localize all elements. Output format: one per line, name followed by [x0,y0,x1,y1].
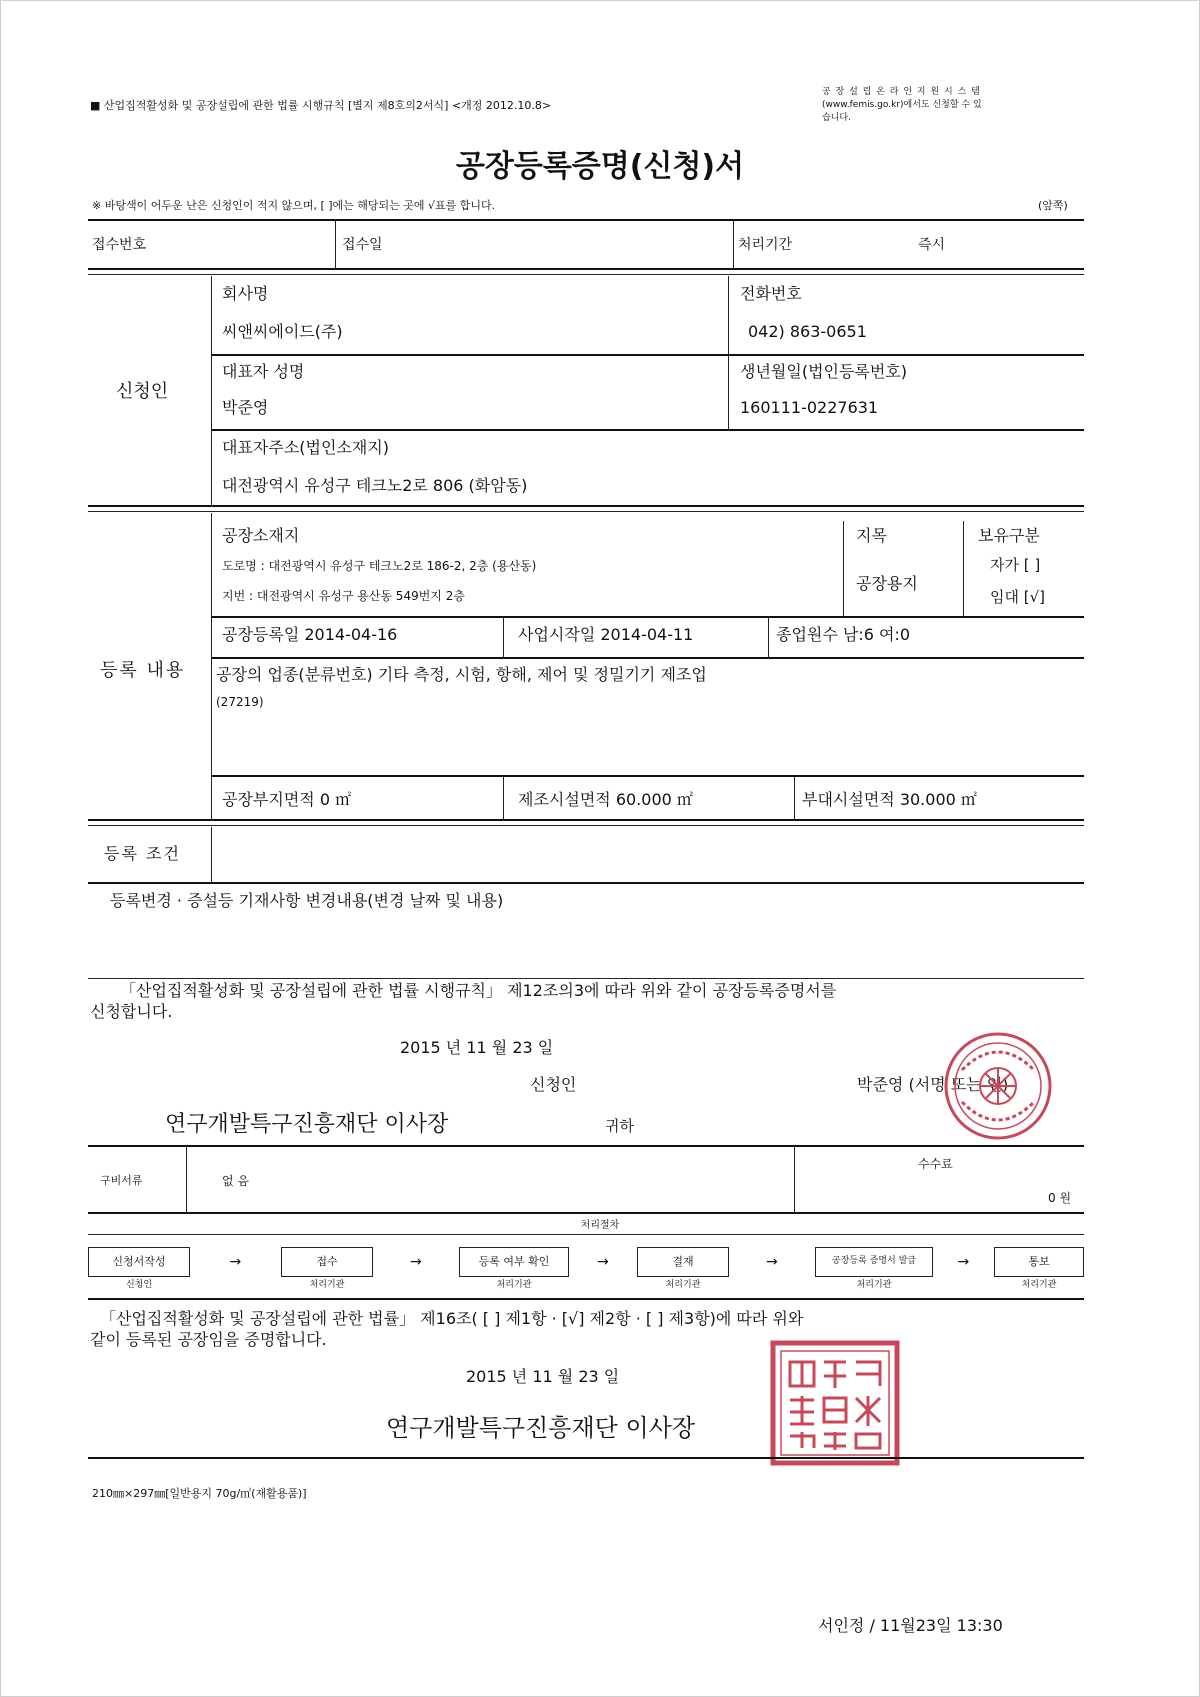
rule [88,819,1084,821]
document-title: 공장등록증명(신청)서 [455,149,745,184]
required-documents-label: 구비서류 [100,1174,143,1187]
company-name-label: 회사명 [222,284,269,303]
factory-location-label: 공장소재지 [222,526,300,545]
representative-label: 대표자 성명 [222,362,305,381]
rule [768,618,769,658]
rule [211,429,1084,431]
online-note-line2: (www.femis.go.kr)에서도 신청할 수 있 [822,100,982,110]
recipient-suffix: 귀하 [605,1117,634,1135]
processing-period-label: 처리기간 [738,237,793,253]
recipient: 연구개발특구진흥재단 이사장 [165,1112,449,1137]
registration-section-label: 등록 내용 [100,660,186,681]
receipt-number-label: 접수번호 [92,237,147,253]
phone-value: 042) 863-0651 [748,322,867,341]
rule [335,221,336,269]
rule [211,775,1084,777]
processing-period-value: 즉시 [918,237,946,253]
process-step: 통보 [994,1247,1084,1277]
rule [88,1457,1084,1459]
rule [843,521,844,617]
ownership-label: 보유구분 [978,526,1040,545]
auxiliary-area: 부대시설면적 30.000 ㎡ [802,790,977,809]
applicant-signature-label: 신청인 [530,1075,577,1094]
rule [88,1234,1084,1235]
rule [88,882,1084,884]
instruction-note: ※ 바탕색이 어두운 난은 신청인이 적지 않으며, [ ]에는 해당되는 곳에 √표를 합니다. [92,199,496,212]
ownership-owned: 자가 [ ] [990,556,1041,574]
land-category-value: 공장용지 [856,574,918,593]
registration-date: 공장등록일 2014-04-16 [222,625,398,644]
rule [88,274,1084,275]
certification-statement-line2: 같이 등록된 공장임을 증명합니다. [90,1330,327,1349]
application-statement-line2: 신청합니다. [90,1002,173,1021]
address-label: 대표자주소(법인소재지) [222,438,390,457]
process-step-actor: 처리기관 [309,1280,345,1290]
process-step-actor: 처리기관 [665,1280,701,1290]
online-note-line3: 습니다. [822,113,851,123]
arrow-right-icon: → [766,1254,778,1270]
registration-conditions-label: 등록 조건 [104,844,181,863]
address-value: 대전광역시 유성구 테크노2로 806 (화암동) [222,476,528,495]
rule [211,616,1084,618]
rule [211,827,212,883]
fee-value: 0 원 [1048,1191,1072,1205]
lot-address: 지번 : 대전광역시 유성구 용산동 549번지 2층 [222,589,465,603]
process-step: 공장등록 증명서 발급 [815,1247,933,1277]
process-step: 신청서작성 [88,1247,190,1277]
ownership-leased: 임대 [√] [990,588,1046,606]
arrow-right-icon: → [410,1254,422,1270]
employee-count: 종업원수 남:6 여:0 [776,625,911,644]
rule [88,978,1084,979]
birth-date-value: 160111-0227631 [740,398,879,417]
fee-label: 수수료 [918,1157,953,1171]
rule [88,1212,1084,1214]
process-step-actor: 신청인 [125,1280,153,1290]
change-history-label: 등록변경 · 증설등 기재사항 변경내용(변경 날짜 및 내용) [110,891,504,910]
rule [88,1298,1084,1300]
applicant-signature-name: 박준영 (서명 또는 인) [857,1075,1009,1094]
rule [88,1145,1084,1147]
manufacturing-area: 제조시설면적 60.000 ㎡ [518,790,693,809]
print-info: 서인정 / 11월23일 13:30 [818,1616,1003,1635]
arrow-right-icon: → [597,1254,609,1270]
application-date: 2015 년 11 월 23 일 [400,1038,554,1057]
birth-date-label: 생년월일(법인등록번호) [740,362,908,381]
rule [794,1147,795,1213]
process-step: 결재 [637,1247,729,1277]
page-side-label: (앞쪽) [1038,199,1068,212]
rule [503,618,504,658]
applicant-section-label: 신청인 [116,381,169,402]
certification-statement-line1: 「산업집적활성화 및 공장설립에 관한 법률」 제16조( [ ] 제1항 · [√] 제2항 · [ ] 제3항)에 따라 위와 [100,1309,804,1328]
rule [733,221,734,269]
legal-basis: ■ 산업집적활성화 및 공장설립에 관한 법률 시행규칙 [별지 제8호의2서식] <개정 2012.10.8> [90,99,552,112]
industry-classification: 공장의 업종(분류번호) 기타 측정, 시험, 항해, 제어 및 정밀기기 제조업 [216,665,707,684]
online-note-line1: 공 장 설 립 온 라 인 지 원 시 스 템 [822,87,981,97]
process-step-actor: 처리기관 [1021,1280,1057,1290]
company-name-value: 씨앤씨에이드(주) [222,322,343,341]
phone-label: 전화번호 [740,284,802,303]
road-address: 도로명 : 대전광역시 유성구 테크노2로 186-2, 2층 (용산동) [222,559,537,573]
arrow-right-icon: → [229,1254,242,1270]
industry-code: (27219) [216,695,264,709]
rule [211,657,1084,659]
land-category-label: 지목 [856,526,887,545]
rule [211,513,212,820]
rule [794,777,795,819]
applicant-seal [942,1030,1054,1142]
issuer: 연구개발특구진흥재단 이사장 [386,1414,696,1442]
site-area: 공장부지면적 0 ㎡ [222,790,352,809]
business-start-date: 사업시작일 2014-04-11 [518,625,694,644]
application-statement-line1: 「산업집적활성화 및 공장설립에 관한 법률 시행규칙」 제12조의3에 따라 위와 같이 공장등록증명서를 [120,981,837,1000]
certification-date: 2015 년 11 월 23 일 [466,1367,620,1386]
process-title: 처리절차 [580,1220,620,1231]
rule [211,354,1084,356]
rule [88,219,1084,221]
process-step-actor: 처리기관 [496,1280,532,1290]
official-seal [770,1340,900,1466]
rule [88,511,1084,512]
arrow-right-icon: → [957,1254,970,1270]
rule [728,276,729,430]
process-step: 등록 여부 확인 [459,1247,569,1277]
rule [503,777,504,819]
required-documents-value: 없 음 [222,1174,249,1188]
process-step: 접수 [281,1247,373,1277]
rule [88,505,1084,507]
representative-value: 박준영 [222,398,269,417]
rule [186,1147,187,1213]
rule [88,268,1084,270]
process-step-actor: 처리기관 [856,1280,892,1290]
receipt-date-label: 접수일 [342,237,383,253]
rule [88,825,1084,826]
paper-spec: 210㎜×297㎜[일반용지 70g/㎡(재활용품)] [92,1487,307,1500]
rule [211,276,212,506]
rule [963,521,964,617]
